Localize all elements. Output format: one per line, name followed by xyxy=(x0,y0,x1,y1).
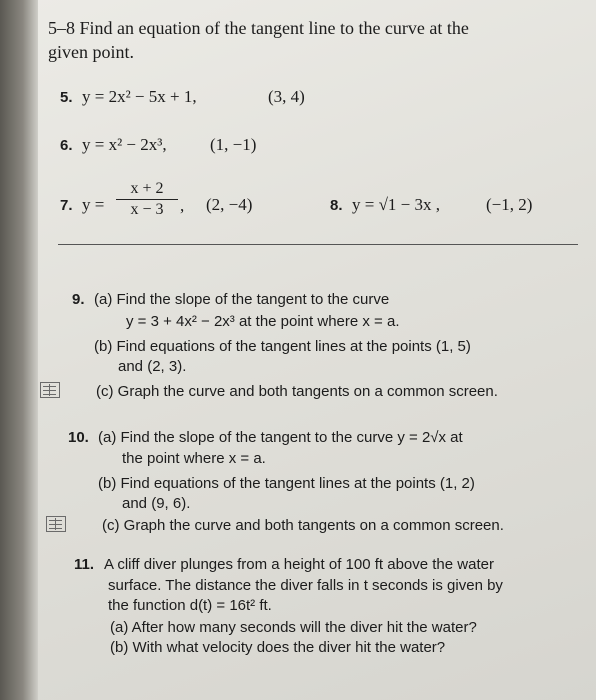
problem10-b-line2: and (9, 6). xyxy=(122,495,191,512)
problem-equation: y = √1 − 3x , xyxy=(352,195,441,214)
fraction xyxy=(116,180,178,219)
problem11-line1: A cliff diver plunges from a height of 100 ft above the water xyxy=(104,556,494,573)
problem-number: 8. xyxy=(330,197,343,214)
problem-number: 10. xyxy=(68,429,89,446)
section-header-line1: 5–8 Find an equation of the tangent line to the curve at the xyxy=(48,18,469,38)
problem-equation: y = x² − 2x³, xyxy=(82,135,167,154)
problem11-a: (a) After how many seconds will the diver hit the water? xyxy=(110,619,477,636)
problem10-a-line1: (a) Find the slope of the tangent to the curve y = 2√x at xyxy=(98,429,463,446)
section-header-line2: given point. xyxy=(48,42,134,62)
problem-point: (−1, 2) xyxy=(486,195,533,214)
problem-number: 5. xyxy=(60,89,73,106)
problem-number: 7. xyxy=(60,197,73,214)
problem-number: 11. xyxy=(74,556,95,573)
fraction-bar xyxy=(116,199,178,200)
problem-number: 6. xyxy=(60,137,73,154)
problem9-c: (c) Graph the curve and both tangents on a common screen. xyxy=(96,383,498,400)
problem-point: (1, −1) xyxy=(210,135,257,154)
problem10-b-line1: (b) Find equations of the tangent lines at the points (1, 2) xyxy=(98,475,475,492)
fraction-numerator: x + 2 xyxy=(130,180,164,197)
problem10-c: (c) Graph the curve and both tangents on a common screen. xyxy=(102,517,504,534)
problem-point: (2, −4) xyxy=(206,195,253,214)
graphing-calculator-icon xyxy=(46,516,66,532)
problem-equation: y = 2x² − 5x + 1, xyxy=(82,87,197,106)
problem9-a-line2: y = 3 + 4x² − 2x³ at the point where x = a. xyxy=(126,313,400,330)
problem-equation-lhs: y = xyxy=(82,195,105,214)
textbook-page xyxy=(38,0,596,700)
separator: , xyxy=(180,196,185,215)
problem9-b-line2: and (2, 3). xyxy=(118,358,187,375)
problem11-b: (b) With what velocity does the diver hit the water? xyxy=(110,639,446,656)
problem11-line2: surface. The distance the diver falls in t seconds is given by xyxy=(108,577,503,594)
problem11-line3: the function d(t) = 16t² ft. xyxy=(108,597,272,614)
fraction-denominator: x − 3 xyxy=(130,201,164,218)
graphing-calculator-icon xyxy=(40,382,60,398)
problem9-a-line1: (a) Find the slope of the tangent to the curve xyxy=(94,291,390,308)
problem9-b-line1: (b) Find equations of the tangent lines at the points (1, 5) xyxy=(94,338,471,355)
page-shadow-edge xyxy=(0,0,38,700)
problem10-a-line2: the point where x = a. xyxy=(122,450,266,467)
problem-point: (3, 4) xyxy=(268,87,305,106)
divider-rule xyxy=(58,244,578,245)
problem-number: 9. xyxy=(72,291,85,308)
